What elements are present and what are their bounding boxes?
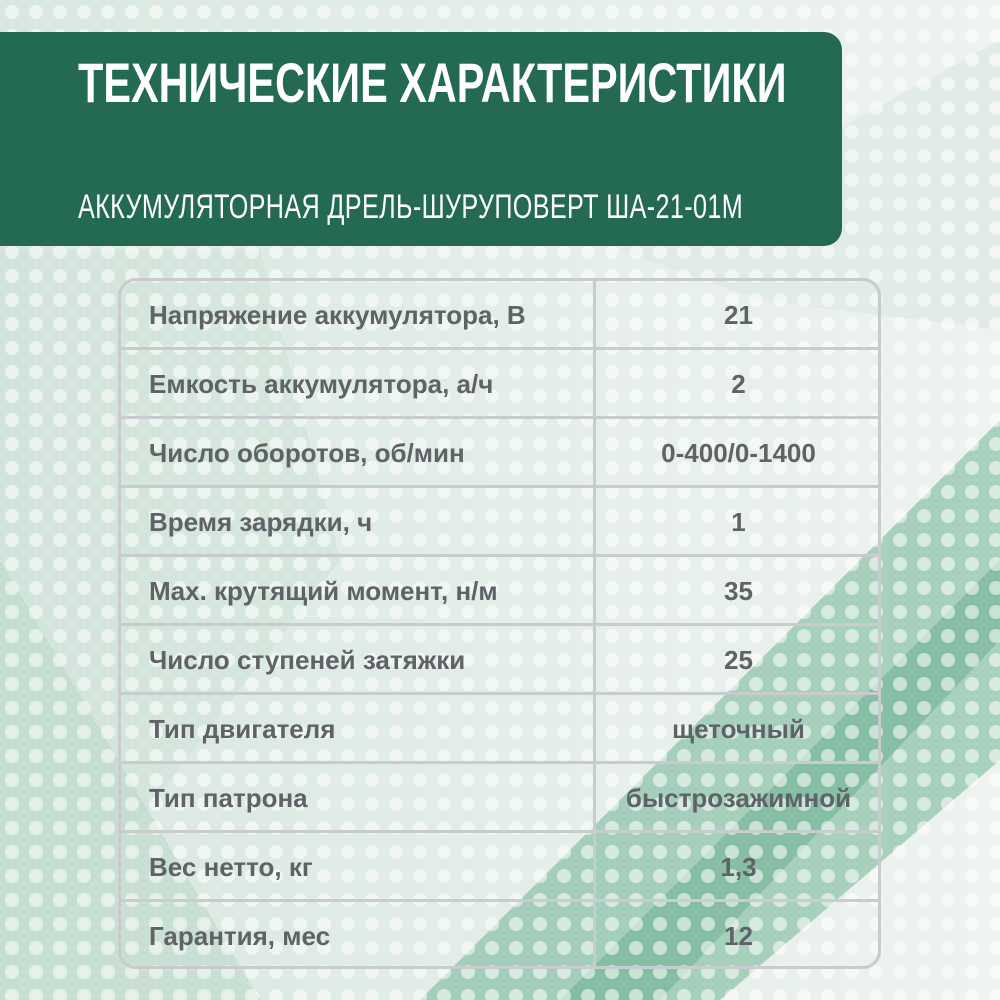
table-row (121, 419, 878, 488)
table-row (121, 350, 878, 419)
table-row (121, 281, 878, 350)
spec-name: Время зарядки, ч (149, 507, 373, 537)
spec-value: 2 (731, 369, 746, 399)
page-subtitle: АККУМУЛЯТОРНАЯ ДРЕЛЬ-ШУРУПОВЕРТ ША-21-01М (78, 188, 744, 226)
spec-value: 21 (724, 300, 753, 330)
spec-table (118, 278, 881, 969)
table-row (121, 626, 878, 695)
spec-value: 35 (724, 576, 753, 606)
table-row (121, 833, 878, 902)
table-row (121, 902, 878, 969)
table-row (121, 695, 878, 764)
spec-name: Напряжение аккумулятора, В (149, 300, 526, 330)
spec-value: щеточный (672, 714, 805, 744)
spec-value: 1,3 (720, 852, 757, 882)
table-row (121, 764, 878, 833)
spec-name: Max. крутящий момент, н/м (149, 576, 498, 606)
spec-name: Вес нетто, кг (149, 852, 313, 882)
table-row (121, 488, 878, 557)
spec-name: Емкость аккумулятора, а/ч (149, 369, 494, 399)
spec-name: Гарантия, мес (149, 921, 331, 951)
spec-value: 12 (724, 921, 753, 951)
spec-value: 0-400/0-1400 (661, 438, 816, 468)
spec-name: Число ступеней затяжки (149, 645, 466, 675)
header-banner (0, 32, 842, 246)
spec-value: быстрозажимной (625, 783, 852, 813)
spec-value: 25 (724, 645, 753, 675)
spec-value: 1 (731, 507, 746, 537)
spec-name: Тип патрона (149, 783, 308, 813)
table-row (121, 557, 878, 626)
spec-name: Тип двигателя (149, 714, 336, 744)
page-title: ТЕХНИЧЕСКИЕ ХАРАКТЕРИСТИКИ (78, 51, 787, 114)
spec-name: Число оборотов, об/мин (149, 438, 465, 468)
